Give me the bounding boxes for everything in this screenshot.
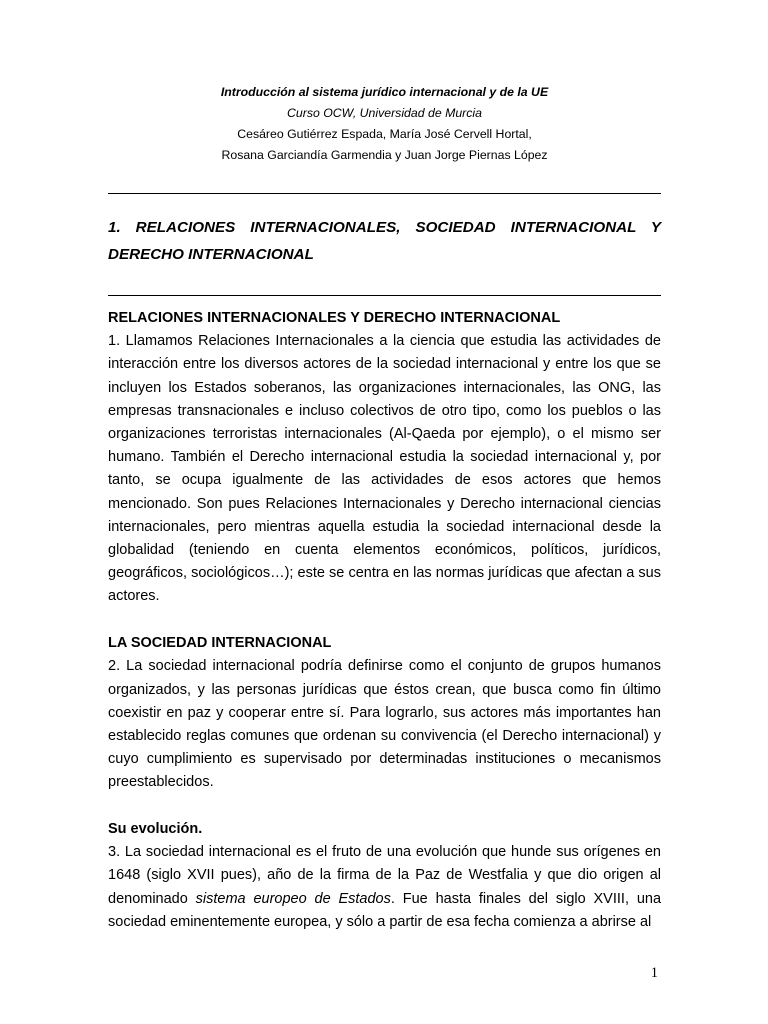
document-header bbox=[108, 82, 661, 166]
authors-line-1: Cesáreo Gutiérrez Espada, María José Cervell Hortal, bbox=[237, 127, 532, 141]
paragraph-text: 3. La sociedad internacional es el fruto de una evolución que hunde sus orígenes en 1648 (siglo XVII pues), año de la firma de la Paz de Westfalia y que dio origen al denominado bbox=[108, 844, 661, 907]
italic-term: sistema europeo de Estados bbox=[195, 890, 391, 907]
subsection-heading: Su evolución. bbox=[108, 821, 203, 838]
section-paragraph bbox=[108, 841, 661, 934]
document-body bbox=[108, 307, 661, 934]
chapter-divider bbox=[108, 295, 661, 296]
section-heading: LA SOCIEDAD INTERNACIONAL bbox=[108, 635, 332, 652]
top-divider bbox=[108, 193, 661, 194]
course-name: Curso OCW, Universidad de Murcia bbox=[287, 106, 482, 120]
document-title: Introducción al sistema jurídico internacional y de la UE bbox=[220, 85, 549, 99]
section-paragraph: 1. Llamamos Relaciones Internacionales a la ciencia que estudia las actividades de interacción entre los diversos actores de la sociedad internacional y entre los que se incluyen los Estados soberanos, las organizaciones internacionales, las ONG, las empresas transnacionales e incluso colectivos de otro tipo, como los pueblos o las organizaciones terroristas internacionales (Al-Qaeda por ejemplo), o el mismo ser humano. También el Derecho internacional estudia la sociedad internacional y, por tanto, se ocupa igualmente de las actividades de esos actores que hemos mencionado. Son pues Relaciones Internacionales y Derecho internacional ciencias internacionales, pero mientras aquella estudia la sociedad internacional desde la globalidad (teniendo en cuenta elementos económicos, políticos, jurídicos, geográficos, sociológicos…); este se centra en las normas jurídicas que afectan a sus actores. bbox=[108, 333, 661, 605]
chapter-title: 1. RELACIONES INTERNACIONALES, SOCIEDAD INTERNACIONAL Y DERECHO INTERNACIONAL bbox=[108, 219, 661, 263]
authors-line-2: Rosana Garciandía Garmendia y Juan Jorge Piernas López bbox=[221, 148, 548, 162]
section-paragraph: 2. La sociedad internacional podría definirse como el conjunto de grupos humanos organizados, y las personas jurídicas que éstos crean, que busca como fin último coexistir en paz y cooperar entre sí. Para lograrlo, sus actores más importantes han establecido reglas comunes que ordenan su convivencia (el Derecho internacional) y cuyo cumplimiento es supervisado por determinadas instituciones o mecanismos preestablecidos. bbox=[108, 658, 661, 791]
section-heading: RELACIONES INTERNACIONALES Y DERECHO INTERNACIONAL bbox=[108, 310, 561, 326]
page-number: 1 bbox=[650, 965, 658, 981]
paragraph-text: . Fue hasta finales del siglo XVIII, una sociedad eminentemente europea, y sólo a partir de esa fecha comienza a abrirse al bbox=[108, 890, 662, 930]
paragraph-spacer bbox=[108, 795, 661, 819]
paragraph-spacer bbox=[108, 609, 661, 633]
